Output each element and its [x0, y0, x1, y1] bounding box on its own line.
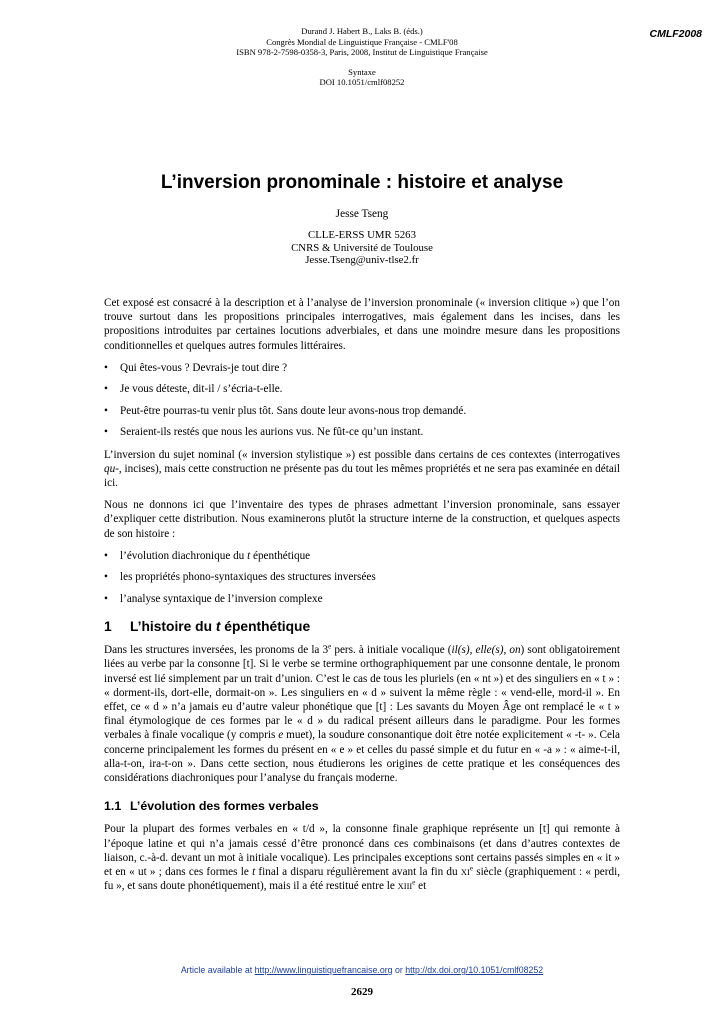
topic-item: • l’analyse syntaxique de l’inversion complexe — [104, 592, 323, 605]
paper-title: L’inversion pronominale : histoire et analyse — [160, 172, 564, 193]
section1-paragraph: Dans les structures inversées, les pronoms de la 3e pers. à initiale vocalique (il(s), elle(s), on) sont obligatoirement liées au verbe par la consonne [t]. Si le verbe se termine orthographiquement par une consonne dentale, le pronom inversé est lié simplement par un trait d’union. C’est le cas de tous les pluriels (en « nt ») et des singuliers en « t » : « dorment-ils, dort-elle, dormait-on ». Les singuliers en « d » suivent la même règle : « vend-elle, mord-il ». En effet, ce « d » n’a jamais eu d’autre valeur phonétique que [t] : Les savants du Moyen Âge ont remplacé le « t » final étymologique de ces formes par le « d » du radical présent ailleurs dans le paradigme. Pour les formes verbales à finale vocalique (y compris e muet), la soudure consonantique doit être notée explicitement « -t- ». Cela concerne principalement les formes du présent en « e » et celles du passé simple et du futur en « -a » : « aime-t-il, alla-t-on, ira-t-on ». Dans cette section, nous étudierons les origines de cette pratique et les conséquences des considérations diachroniques pour l’analyse du français moderne. — [104, 642, 620, 784]
section-line: Syntaxe — [348, 66, 376, 77]
bullet-icon: • — [104, 426, 108, 439]
bullet-icon: • — [104, 592, 108, 605]
editors-line: Durand J. Habert B., Laks B. (éds.) — [301, 26, 423, 36]
section11-paragraph: Pour la plupart des formes verbales en « t/d », la consonne finale graphique représente un [t] qui remonte à l’époque latine et qui n’a jamais cessé d’être prononcé dans ces combinaisons (et dans d’autres contextes de liaison, c.-à-d. devant un mot à initiale vocalique). Les principales exceptions sont certains passés simples en « it » et en « ut » ; dans ces formes le t final a disparu régulièrement avant la fin du XIe siècle (graphiquement : « perdi, fu », et sans doute phonétiquement), mais il a été restitué entre le XIIIe et — [104, 823, 620, 893]
bullet-icon: • — [104, 549, 108, 562]
example-item: • Peut-être pourras-tu venir plus tôt. Sans doute leur avons-nous trop demandé. — [104, 404, 467, 417]
section-number: 1 — [104, 618, 112, 634]
affiliation-institution: CNRS & Université de Toulouse — [291, 241, 433, 254]
article-availability: Article available at http://www.linguistiquefrancaise.org or http://dx.doi.org/10.1051/cmlf08252 — [180, 965, 544, 975]
topic-item: • les propriétés phono-syntaxiques des structures inversées — [104, 571, 376, 584]
conference-badge: CMLF2008 — [649, 28, 702, 40]
author-affiliation — [160, 229, 564, 267]
congress-line: Congrès Mondial de Linguistique Française - CMLF'08 — [266, 36, 458, 47]
inventory-paragraph: Nous ne donnons ici que l’inventaire des types de phrases admettant l’inversion pronominale, sans essayer d’expliquer cette distribution. Nous examinerons plutôt la structure interne de la construction, et quelques aspects de son histoire : — [104, 499, 620, 540]
bullet-icon: • — [104, 404, 108, 417]
bullet-icon: • — [104, 361, 108, 374]
section-title: L’évolution des formes verbales — [130, 799, 319, 814]
affiliation-lab: CLLE-ERSS UMR 5263 — [308, 229, 416, 241]
publication-header — [172, 26, 552, 88]
section-heading-1-1 — [104, 799, 620, 813]
bullet-icon: • — [104, 383, 108, 396]
section-number: 1.1 — [104, 799, 122, 814]
topic-item: • l’évolution diachronique du t épenthétique — [104, 549, 311, 562]
isbn-line: ISBN 978-2-7598-0358-3, Paris, 2008, Institut de Linguistique Française — [236, 47, 488, 58]
example-list — [104, 361, 620, 440]
page-number: 2629 — [351, 986, 373, 998]
intro-paragraph: Cet exposé est consacré à la description et à l’analyse de l’inversion pronominale (« inversion clitique ») que l’on trouve surtout dans les propositions principales interrogatives, mais également dans les incises, dans les propositions introduites par certaines locutions adverbiales, et dans une moindre mesure dans les propositions conditionnelles et quelques autres formules littéraires. — [104, 297, 620, 352]
doi-link[interactable]: http://dx.doi.org/10.1051/cmlf08252 — [405, 965, 544, 975]
nominal-inversion-paragraph: L’inversion du sujet nominal (« inversion stylistique ») est possible dans certains de ces contextes (interrogatives qu-, incises), mais cette construction ne présente pas du tout les mêmes propriétés et ne sera pas examinée en détail ici. — [104, 448, 620, 489]
bullet-icon: • — [104, 571, 108, 584]
section-title: L’histoire du t épenthétique — [130, 618, 311, 634]
paper-body — [104, 296, 620, 901]
author-email: Jesse.Tseng@univ-tlse2.fr — [305, 254, 419, 267]
example-item: • Je vous déteste, dit-il / s’écria-t-elle. — [104, 383, 283, 396]
topic-list — [104, 549, 620, 606]
doi-line: DOI 10.1051/cmlf08252 — [319, 77, 405, 88]
example-item: • Qui êtes-vous ? Devrais-je tout dire ? — [104, 361, 288, 374]
site-link[interactable]: http://www.linguistiquefrancaise.org — [254, 965, 393, 975]
author-name: Jesse Tseng — [335, 208, 389, 220]
section-heading-1 — [104, 620, 620, 634]
example-item: • Seraient-ils restés que nous les aurions vus. Ne fût-ce qu’un instant. — [104, 426, 424, 439]
